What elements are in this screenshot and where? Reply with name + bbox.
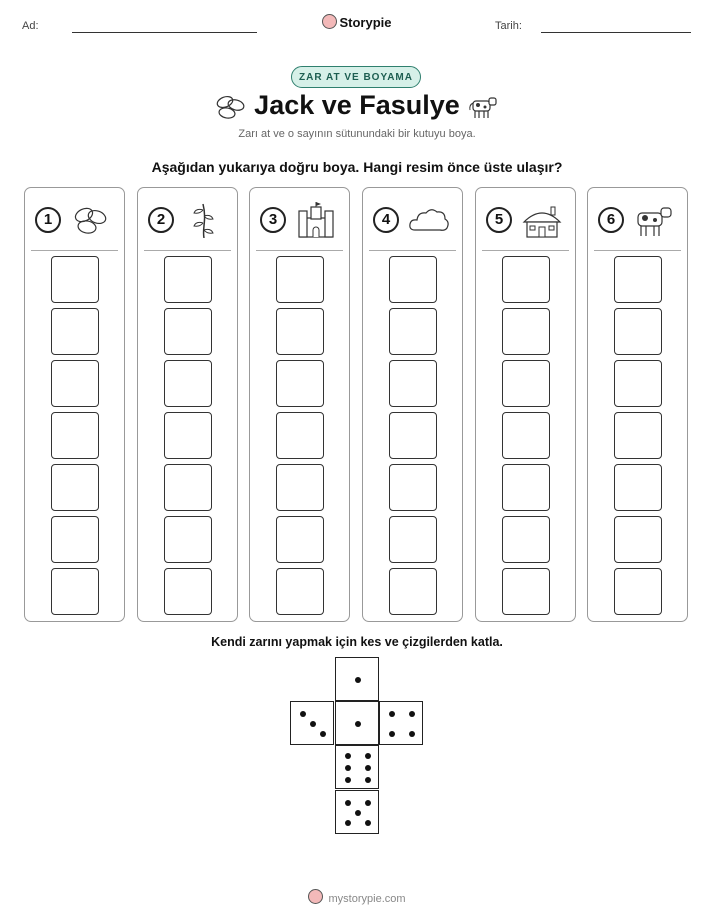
page-title: Jack ve Fasulye [254, 90, 460, 120]
color-box[interactable] [389, 360, 437, 407]
color-box[interactable] [51, 256, 99, 303]
column-divider [594, 250, 681, 251]
color-box[interactable] [276, 308, 324, 355]
dice-pip [389, 711, 395, 717]
color-box[interactable] [389, 256, 437, 303]
dice-pip [365, 765, 371, 771]
column-4 [362, 187, 463, 622]
color-box[interactable] [389, 568, 437, 615]
date-line [541, 32, 691, 33]
dice-pip [365, 753, 371, 759]
color-box[interactable] [164, 256, 212, 303]
dice-pip [355, 810, 361, 816]
dice-face-3 [290, 701, 334, 745]
color-box[interactable] [502, 464, 550, 511]
brand-logo [0, 14, 714, 30]
brand-name: Storypie [339, 15, 392, 30]
column-divider [31, 250, 118, 251]
color-box[interactable] [276, 412, 324, 459]
color-box[interactable] [164, 360, 212, 407]
dice-net [290, 657, 424, 835]
color-box[interactable] [614, 464, 662, 511]
color-box[interactable] [502, 412, 550, 459]
dice-pip [365, 820, 371, 826]
color-box[interactable] [276, 568, 324, 615]
color-box[interactable] [502, 256, 550, 303]
dice-pip [409, 711, 415, 717]
dice-face-5 [335, 790, 379, 834]
dice-pip [345, 777, 351, 783]
color-box[interactable] [389, 516, 437, 563]
dice-pip [310, 721, 316, 727]
dice-pip [345, 820, 351, 826]
color-box[interactable] [614, 308, 662, 355]
column-5 [475, 187, 576, 622]
footer-url: mystorypie.com [328, 893, 406, 905]
color-box[interactable] [164, 412, 212, 459]
storypie-mascot-icon [308, 889, 323, 904]
column-number: 3 [260, 207, 286, 233]
color-box[interactable] [276, 360, 324, 407]
color-box[interactable] [51, 360, 99, 407]
color-box[interactable] [51, 516, 99, 563]
color-box[interactable] [389, 464, 437, 511]
column-6 [587, 187, 688, 622]
color-box[interactable] [164, 516, 212, 563]
column-number: 2 [148, 207, 174, 233]
column-number: 4 [373, 207, 399, 233]
column-number: 1 [35, 207, 61, 233]
dice-pip [409, 731, 415, 737]
dice-face-4 [379, 701, 423, 745]
dice-pip [389, 731, 395, 737]
cottage-icon [520, 202, 564, 238]
color-box[interactable] [51, 568, 99, 615]
dice-pip [345, 753, 351, 759]
color-box[interactable] [614, 412, 662, 459]
column-number: 6 [598, 207, 624, 233]
column-3 [249, 187, 350, 622]
color-box[interactable] [389, 412, 437, 459]
dice-face-1 [335, 657, 379, 701]
column-divider [256, 250, 343, 251]
storypie-mascot-icon [322, 14, 337, 29]
color-box[interactable] [502, 360, 550, 407]
activity-badge: ZAR AT VE BOYAMA [291, 66, 421, 88]
dice-pip [320, 731, 326, 737]
castle-icon [294, 202, 338, 238]
color-box[interactable] [502, 516, 550, 563]
dice-pip [300, 711, 306, 717]
color-box[interactable] [614, 516, 662, 563]
color-box[interactable] [614, 360, 662, 407]
beans-icon [69, 202, 113, 238]
color-box[interactable] [164, 464, 212, 511]
dice-pip [355, 677, 361, 683]
column-divider [144, 250, 231, 251]
color-box[interactable] [51, 412, 99, 459]
dice-face-1 [335, 701, 379, 745]
color-box[interactable] [502, 568, 550, 615]
dice-pip [365, 800, 371, 806]
dice-pip [365, 777, 371, 783]
dice-face-6 [335, 745, 379, 789]
column-2 [137, 187, 238, 622]
name-line [72, 32, 257, 33]
color-box[interactable] [276, 464, 324, 511]
name-label: Ad: [22, 20, 39, 32]
cow-icon [466, 93, 498, 121]
dice-instruction: Kendi zarını yapmak için kes ve çizgilerden katla. [211, 635, 503, 649]
dice-pip [345, 765, 351, 771]
color-box[interactable] [276, 256, 324, 303]
column-divider [482, 250, 569, 251]
color-box[interactable] [389, 308, 437, 355]
color-box[interactable] [51, 308, 99, 355]
beanstalk-icon [182, 202, 226, 238]
question-text: Aşağıdan yukarıya doğru boya. Hangi resim önce üste ulaşır? [151, 159, 563, 175]
color-box[interactable] [51, 464, 99, 511]
column-1 [24, 187, 125, 622]
column-divider [369, 250, 456, 251]
color-box[interactable] [276, 516, 324, 563]
color-box[interactable] [614, 568, 662, 615]
page-subtitle: Zarı at ve o sayının sütunundaki bir kutuyu boya. [238, 128, 476, 140]
cloud-icon [407, 202, 451, 238]
footer [0, 889, 714, 905]
dice-pip [355, 721, 361, 727]
cow-icon [632, 202, 676, 238]
dice-pip [345, 800, 351, 806]
column-number: 5 [486, 207, 512, 233]
color-box[interactable] [164, 308, 212, 355]
color-box[interactable] [614, 256, 662, 303]
color-box[interactable] [502, 308, 550, 355]
date-label: Tarih: [495, 20, 522, 32]
color-box[interactable] [164, 568, 212, 615]
